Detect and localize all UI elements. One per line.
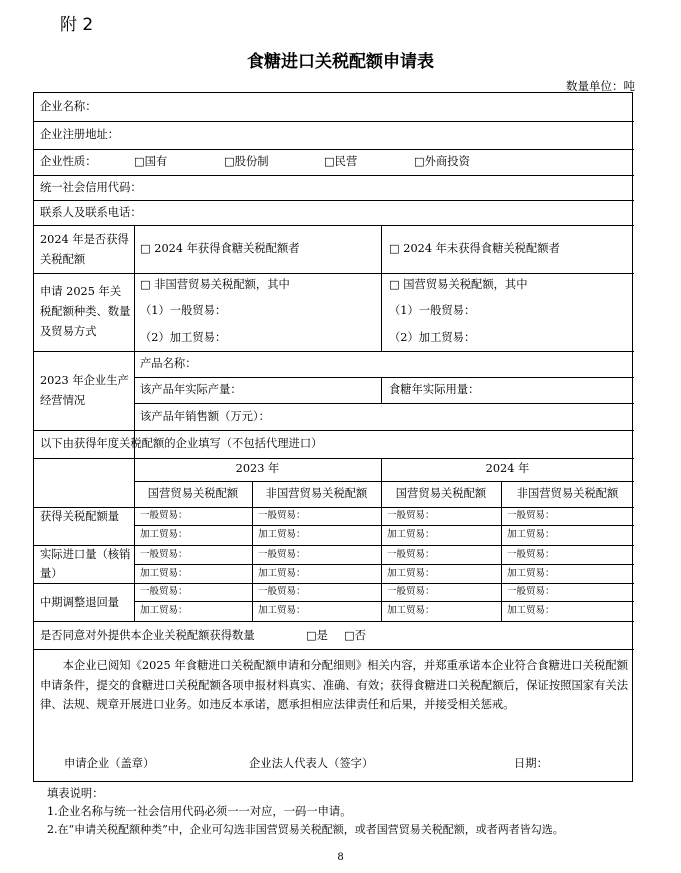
form-title: 食糖进口关税配额申请表 xyxy=(247,52,434,72)
row-divider xyxy=(134,377,634,378)
cell-general: 一般贸易： xyxy=(140,586,188,597)
sign-date: 日期： xyxy=(514,757,548,770)
col-divider xyxy=(381,458,382,621)
row-actual-label: 实际进口量（核销量） xyxy=(40,548,131,580)
commitment-paragraph: 本企业已阅知《2025 年食糖进口关税配额申请和分配细则》相关内容，并郑重承诺本企业符合食糖进口关税配额申请条件，提交的食糖进口关税配额各项申报材料真实、准确、有效；获得食糖进口关税配额后，保证按照国家有关法律、法规、规章开展进口业务。如违反本承诺，愿承担相应法律责任和后果，并接受相关惩戒。 xyxy=(40,659,628,711)
quantity-unit: 数量单位：吨 xyxy=(566,79,635,93)
notes-heading: 填表说明： xyxy=(47,787,104,800)
consent-label: 是否同意对外提供本企业关税配额获得数量 xyxy=(40,629,255,642)
note-item: 2.在“申请关税配额种类”中，企业可勾选非国营贸易关税配额，或者国营贸易关税配额，或者两者皆勾选。 xyxy=(47,823,564,836)
row-divider xyxy=(34,175,634,176)
nature-option-joint-stock[interactable]: □股份制 xyxy=(224,155,269,168)
non-state-processing-trade: （2）加工贸易： xyxy=(140,331,227,344)
row-divider xyxy=(34,200,634,201)
cell-general: 一般贸易： xyxy=(387,586,435,597)
product-name-label: 产品名称： xyxy=(140,357,197,370)
cell-processing: 加工贸易： xyxy=(507,529,555,540)
cell-processing: 加工贸易： xyxy=(387,568,435,579)
col-2024-state: 国营贸易关税配额 xyxy=(395,487,487,500)
company-name-label: 企业名称： xyxy=(40,100,97,113)
year-2023-header: 2023 年 xyxy=(235,462,280,475)
col-divider xyxy=(501,481,502,621)
row-divider xyxy=(34,225,634,226)
cell-general: 一般贸易： xyxy=(258,510,306,521)
cell-processing: 加工贸易： xyxy=(258,605,306,616)
row-divider xyxy=(34,121,634,122)
note-item: 1.企业名称与统一社会信用代码必须一一对应，一码一申请。 xyxy=(47,805,352,818)
sign-company: 申请企业（盖章） xyxy=(64,757,155,770)
nature-option-foreign[interactable]: □外商投资 xyxy=(414,155,470,168)
cell-general: 一般贸易： xyxy=(140,510,188,521)
page-number: 8 xyxy=(337,852,344,863)
col-divider xyxy=(134,225,135,621)
cell-general: 一般贸易： xyxy=(140,549,188,560)
got-2024-yes-checkbox[interactable]: □ 2024 年获得食糖关税配额者 xyxy=(140,242,300,255)
sales-label: 该产品年销售额（万元）： xyxy=(140,410,270,423)
got-2024-quota-label: 2024 年是否获得关税配额 xyxy=(40,233,129,266)
row-divider xyxy=(134,564,634,565)
section-note: 以下由获得年度关税配额的企业填写（不包括代理进口） xyxy=(40,437,323,450)
cell-general: 一般贸易： xyxy=(387,510,435,521)
cell-processing: 加工贸易： xyxy=(507,605,555,616)
col-2023-non-state: 非国营贸易关税配额 xyxy=(265,487,368,500)
state-quota-checkbox[interactable]: □ 国营贸易关税配额，其中 xyxy=(389,278,528,291)
nature-option-private[interactable]: □民营 xyxy=(324,155,358,168)
credit-code-label: 统一社会信用代码： xyxy=(40,181,142,194)
got-2024-no-checkbox[interactable]: □ 2024 年未获得食糖关税配额者 xyxy=(389,242,560,255)
row-divider xyxy=(34,273,634,274)
cell-processing: 加工贸易： xyxy=(387,529,435,540)
non-state-quota-checkbox[interactable]: □ 非国营贸易关税配额，其中 xyxy=(140,278,290,291)
row-divider xyxy=(34,149,634,150)
row-midterm-label: 中期调整退回量 xyxy=(40,596,120,609)
actual-output-label: 该产品年实际产量： xyxy=(140,383,242,396)
consent-yes-checkbox[interactable]: □是 xyxy=(306,629,328,642)
cell-processing: 加工贸易： xyxy=(258,529,306,540)
application-form xyxy=(33,92,633,782)
cell-general: 一般贸易： xyxy=(258,549,306,560)
state-general-trade: （1）一般贸易： xyxy=(389,304,476,317)
year-2024-header: 2024 年 xyxy=(485,462,530,475)
row-divider xyxy=(134,481,634,482)
sugar-usage-label: 食糖年实际用量： xyxy=(389,383,480,396)
non-state-general-trade: （1）一般贸易： xyxy=(140,304,227,317)
attachment-label: 附 2 xyxy=(60,15,94,35)
col-2023-state: 国营贸易关税配额 xyxy=(147,487,239,500)
row-divider xyxy=(34,583,634,584)
registered-address-label: 企业注册地址： xyxy=(40,128,120,141)
apply-2025-label: 申请 2025 年关税配额种类、数量及贸易方式 xyxy=(40,285,131,338)
row-divider xyxy=(34,458,634,459)
cell-general: 一般贸易： xyxy=(507,510,555,521)
row-divider xyxy=(134,601,634,602)
cell-processing: 加工贸易： xyxy=(140,529,188,540)
production-2023-label: 2023 年企业生产经营情况 xyxy=(40,374,129,407)
company-nature-label: 企业性质： xyxy=(40,155,97,168)
state-processing-trade: （2）加工贸易： xyxy=(389,331,476,344)
cell-general: 一般贸易： xyxy=(507,549,555,560)
row-divider xyxy=(34,351,634,352)
row-divider xyxy=(34,430,634,431)
consent-no-checkbox[interactable]: □否 xyxy=(344,629,366,642)
cell-processing: 加工贸易： xyxy=(387,605,435,616)
col-divider xyxy=(381,377,382,403)
row-divider xyxy=(34,621,634,622)
nature-option-state-owned[interactable]: □国有 xyxy=(134,155,168,168)
row-obtained-label: 获得关税配额量 xyxy=(40,510,120,523)
cell-general: 一般贸易： xyxy=(258,586,306,597)
cell-general: 一般贸易： xyxy=(507,586,555,597)
cell-processing: 加工贸易： xyxy=(140,605,188,616)
cell-processing: 加工贸易： xyxy=(258,568,306,579)
col-2024-non-state: 非国营贸易关税配额 xyxy=(516,487,619,500)
cell-processing: 加工贸易： xyxy=(507,568,555,579)
contact-label: 联系人及联系电话： xyxy=(40,206,142,219)
cell-processing: 加工贸易： xyxy=(140,568,188,579)
col-divider xyxy=(381,225,382,351)
row-divider xyxy=(34,649,634,650)
row-divider xyxy=(134,525,634,526)
col-divider xyxy=(252,481,253,621)
sign-representative: 企业法人代表人（签字） xyxy=(249,757,374,770)
cell-general: 一般贸易： xyxy=(387,549,435,560)
row-divider xyxy=(134,403,634,404)
